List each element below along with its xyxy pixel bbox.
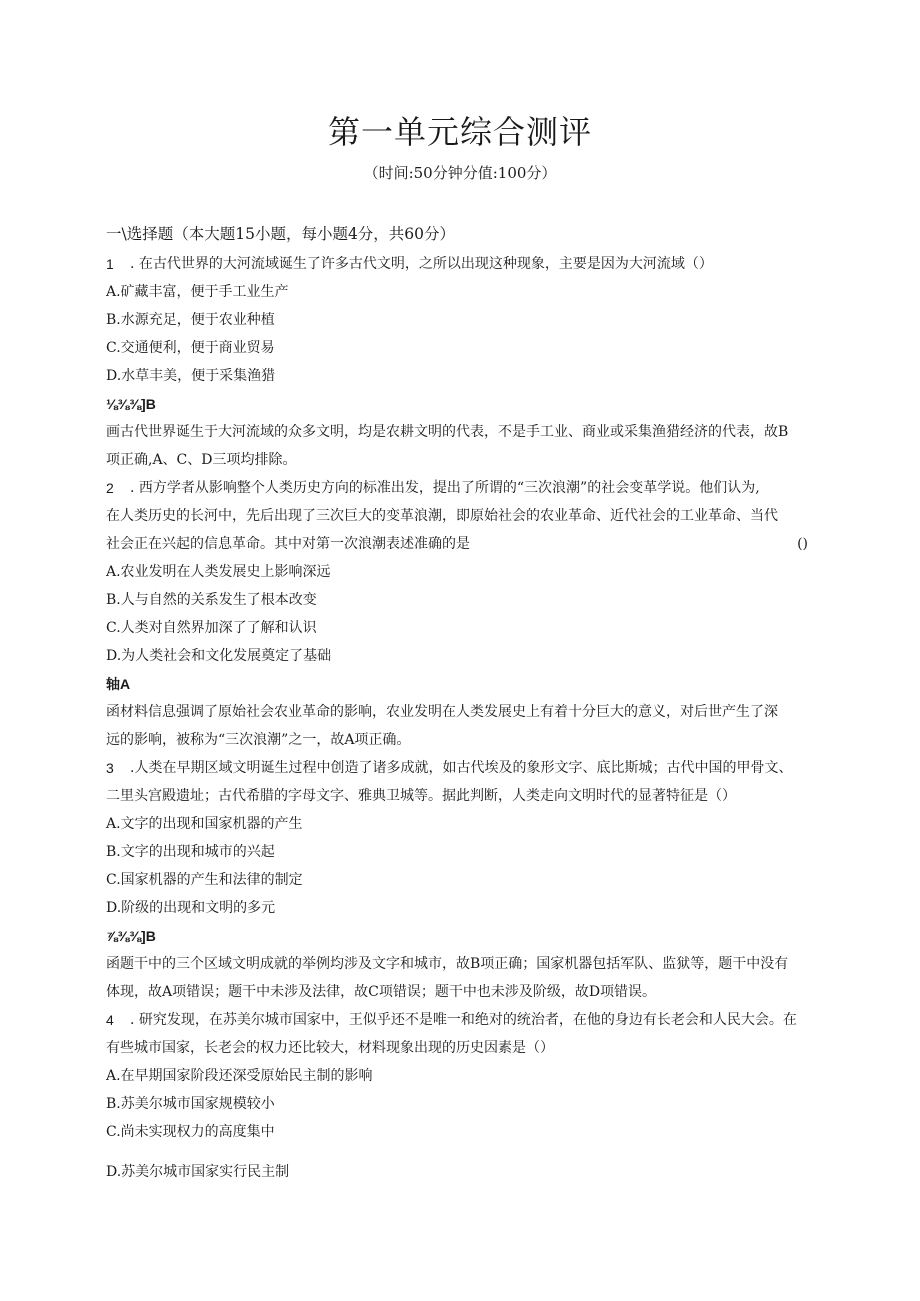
answer-label: ⅛⅜⅜]B <box>106 396 156 412</box>
analysis-line: 项正确,A、C、D三项均排除。 <box>106 452 297 468</box>
analysis-line: 函题干中的三个区域文明成就的举例均涉及文字和城市，故B项正确；国家机器包括军队、监狱等，题干中没有 <box>106 956 789 972</box>
question-stem-line <box>106 1006 818 1034</box>
option-c: C.交通便利，便于商业贸易 <box>106 340 275 356</box>
question-list <box>106 250 818 1186</box>
question-stem-text: . 研究发现，在苏美尔城市国家中，王似乎还不是唯一和绝对的统治者，在他的身边有长老会和人民大会。在 <box>130 1012 797 1028</box>
answer-label: ⅞⅜⅜]B <box>106 928 156 944</box>
question-stem-text: .人类在早期区域文明诞生过程中创造了诸多成就，如古代埃及的象形文字、底比斯城；古代中国的甲骨文、 <box>130 760 793 776</box>
question-stem-line <box>106 530 818 558</box>
answer-paren: () <box>797 536 808 552</box>
question-stem-text: 社会正在兴起的信息革命。其中对第一次浪潮表述准确的是 <box>106 536 470 552</box>
question-stem-text: 二里头宫殿遗址；古代希腊的字母文字、雅典卫城等。据此判断，人类走向文明时代的显著特征是（） <box>106 788 736 804</box>
page-title: 第一单元综合测评 <box>327 113 592 151</box>
analysis-line: 远的影响，被称为“三次浪潮”之一，故A项正确。 <box>106 732 411 748</box>
section-heading: 一\选择题（本大题15小题，每小题4分，共60分） <box>106 225 456 243</box>
analysis-line: 画古代世界诞生于大河流域的众多文明，均是农耕文明的代表，不是手工业、商业或采集渔猎经济的代表，故B <box>106 424 789 440</box>
option-d: D.阶级的出现和文明的多元 <box>106 900 276 916</box>
question-2 <box>106 474 818 754</box>
question-number: 2 <box>106 480 114 496</box>
question-number: 1 <box>106 256 114 272</box>
question-stem-line <box>106 250 818 278</box>
question-4 <box>106 1006 818 1186</box>
question-stem-line <box>106 474 818 502</box>
option-b: B.人与自然的关系发生了根本改变 <box>106 592 317 608</box>
spacer <box>106 1146 818 1158</box>
question-1 <box>106 250 818 474</box>
question-number: 3 <box>106 760 114 776</box>
answer-label: 轴A <box>106 676 131 692</box>
question-stem-text: . 在古代世界的大河流域诞生了许多古代文明，之所以出现这种现象，主要是因为大河流域（） <box>130 256 713 272</box>
analysis-line: 函材料信息强调了原始社会农业革命的影响，农业发明在人类发展史上有着十分巨大的意义，对后世产生了深 <box>106 704 778 720</box>
question-stem-line <box>106 754 818 782</box>
question-stem-text: . 西方学者从影响整个人类历史方向的标准出发，提出了所谓的“三次浪潮”的社会变革学说。他们认为, <box>130 480 760 496</box>
option-b: B.苏美尔城市国家规模较小 <box>106 1096 275 1112</box>
question-number: 4 <box>106 1012 114 1028</box>
option-c: C.人类对自然界加深了了解和认识 <box>106 620 317 636</box>
option-a: A.在早期国家阶段还深受原始民主制的影响 <box>106 1068 373 1084</box>
option-c: C.国家机器的产生和法律的制定 <box>106 872 303 888</box>
question-3 <box>106 754 818 1006</box>
option-d: D.苏美尔城市国家实行民主制 <box>106 1164 290 1180</box>
option-a: A.文字的出现和国家机器的产生 <box>106 816 303 832</box>
option-b: B.水源充足，便于农业种植 <box>106 312 275 328</box>
question-stem-text: 有些城市国家，长老会的权力还比较大，材料现象出现的历史因素是（） <box>106 1040 554 1056</box>
analysis-line: 体现，故A项错误；题干中未涉及法律，故C项错误；题干中也未涉及阶级，故D项错误。 <box>106 984 657 1000</box>
page-subtitle: （时间:50分钟分值:100分） <box>363 164 557 182</box>
option-d: D.为人类社会和文化发展奠定了基础 <box>106 648 332 664</box>
question-stem-text: 在人类历史的长河中，先后出现了三次巨大的变革浪潮，即原始社会的农业革命、近代社会的工业革命、当代 <box>106 508 778 524</box>
option-c: C.尚未实现权力的高度集中 <box>106 1124 275 1140</box>
option-a: A.农业发明在人类发展史上影响深远 <box>106 564 331 580</box>
option-b: B.文字的出现和城市的兴起 <box>106 844 275 860</box>
option-d: D.水草丰美，便于采集渔猎 <box>106 368 276 384</box>
option-a: A.矿藏丰富，便于手工业生产 <box>106 284 289 300</box>
